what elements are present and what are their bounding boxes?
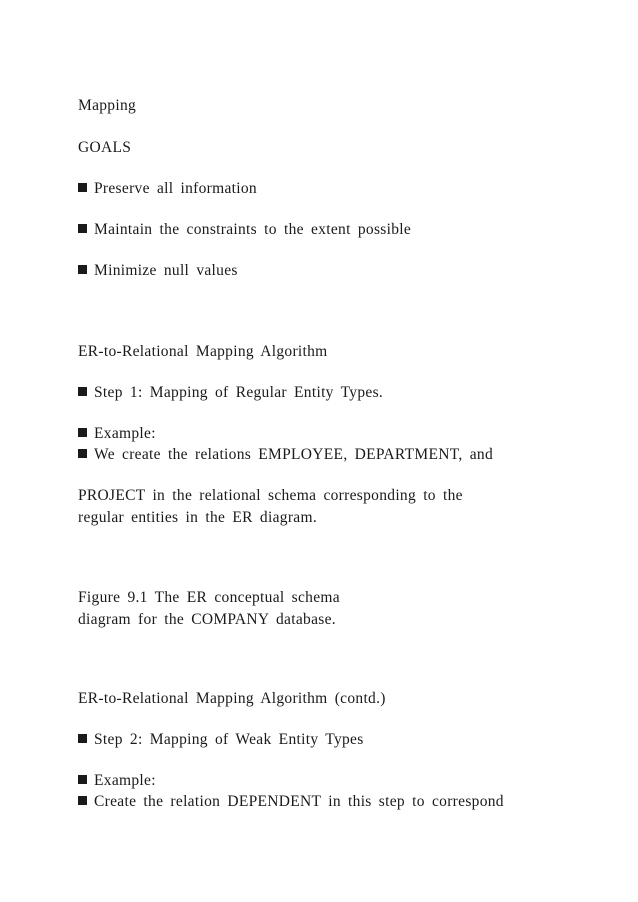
square-bullet-icon — [78, 387, 87, 396]
goal-text: Minimize null values — [94, 262, 238, 279]
square-bullet-icon — [78, 265, 87, 274]
step-text: Step 1: Mapping of Regular Entity Types. — [94, 384, 384, 401]
section1-paragraph-line: PROJECT in the relational schema corresponding to the — [78, 487, 463, 504]
document-title: Mapping — [78, 97, 137, 114]
section1-paragraph-line: regular entities in the ER diagram. — [78, 509, 317, 526]
goal-item — [78, 262, 238, 280]
section1-heading: ER-to-Relational Mapping Algorithm — [78, 343, 328, 360]
square-bullet-icon — [78, 796, 87, 805]
example-label: Example: — [94, 425, 156, 442]
section2-example-text — [78, 793, 504, 811]
section2-example-label — [78, 772, 156, 790]
goals-heading: GOALS — [78, 139, 132, 156]
section2-heading: ER-to-Relational Mapping Algorithm (contd.) — [78, 690, 386, 707]
square-bullet-icon — [78, 734, 87, 743]
goal-item — [78, 180, 257, 198]
example-text: We create the relations EMPLOYEE, DEPARTMENT, and — [94, 446, 493, 463]
goal-item — [78, 221, 411, 239]
square-bullet-icon — [78, 449, 87, 458]
square-bullet-icon — [78, 224, 87, 233]
example-label: Example: — [94, 772, 156, 789]
square-bullet-icon — [78, 183, 87, 192]
step-text: Step 2: Mapping of Weak Entity Types — [94, 731, 364, 748]
section2-step — [78, 731, 364, 749]
section1-step — [78, 384, 383, 402]
section1-example-label — [78, 425, 156, 443]
section1-example-text — [78, 446, 493, 464]
figure-caption-line: Figure 9.1 The ER conceptual schema — [78, 589, 340, 606]
goal-text: Maintain the constraints to the extent possible — [94, 221, 412, 238]
example-text: Create the relation DEPENDENT in this step to correspond — [94, 793, 504, 810]
square-bullet-icon — [78, 775, 87, 784]
figure-caption-line: diagram for the COMPANY database. — [78, 611, 336, 628]
square-bullet-icon — [78, 428, 87, 437]
goal-text: Preserve all information — [94, 180, 257, 197]
